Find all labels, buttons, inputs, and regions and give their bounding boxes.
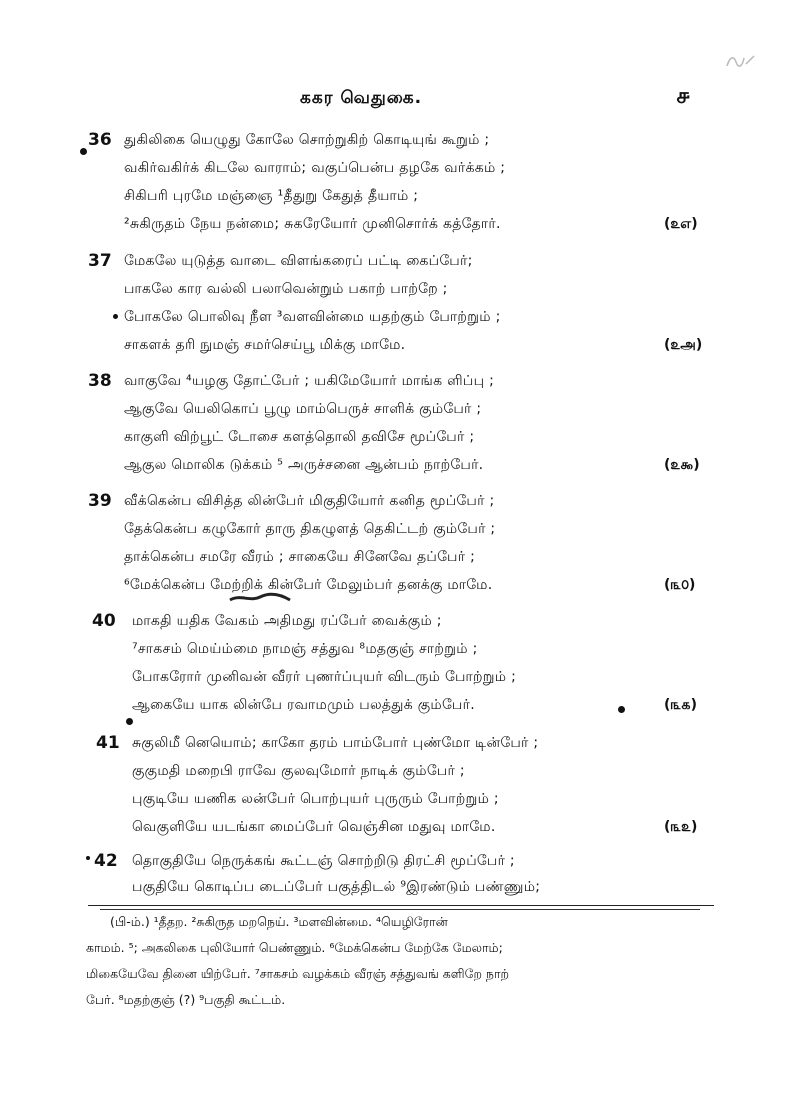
stanza-number: 39 [88,491,112,511]
verse-line: குகுமதி மறைபி ராவே குலவுமோர் நாடிக் கும்பேர் ; [132,763,465,779]
verse-line: சுகுலிமீ னெயொம்; காகோ தரம் பாம்போர் புண்மோ டின்பேர் ; [132,735,539,751]
verse-line: காகுளி விற்பூட் டோசை களத்தொலி தவிசே மூப்பேர் ; [124,429,475,445]
verse-count: (௨எ) [664,216,698,232]
verse-line: தேக்கென்ப கழுகோர் தாரு திகழுளத் தெகிட்டற் கும்பேர் ; [124,521,496,537]
footnote-line: (பி-ம்.) ¹தீதற. ²சுகிருத மறநெய். ³மளவின்மை. ⁴யெழிரோன் [110,914,448,929]
verse-line: ஆகுவே யெலிகொப் பூழு மாம்பெருச் சாளிக் கும்பேர் ; [124,401,482,417]
verse-count: (௩௦) [664,577,696,593]
footnote-line: காமம். ⁵; அகலிகை புலியோர் பெண்ணும். ⁶மேக்கென்ப மேற்கே மேலாம்; [86,940,503,955]
footnote-line: பேர். ⁸மதற்குஞ் (?) ⁹பகுதி கூட்டம். [86,992,286,1007]
verse-line: போகரோர் முனிவன் வீரர் புணர்ப்புயர் விடரும் போற்றும் ; [132,669,517,685]
stanza-number: 37 [88,251,112,271]
verse-line: ²சுகிருதம் நேய நன்மை; சுகரேயோர் முனிசொர்க் கத்தோர். [124,216,501,232]
verse-count: (௨அ) [664,337,703,353]
verse-line: தாக்கென்ப சமரே வீரம் ; சாகையே சினேவே தப்பேர் ; [124,549,476,565]
verse-line: போகலே பொலிவு நீள ³வளவின்மை யதற்கும் போற்றும் ; [124,309,501,325]
verse-line: ⁶மேக்கென்ப மேற்றிக் கின்பேர் மேலும்பர் தனக்கு மாமே. [124,577,493,593]
ink-dot [618,706,625,713]
verse-line: தொகுதியே நெருக்கங் கூட்டஞ் சொற்றிடு திரட்சி மூப்பேர் ; [132,853,515,869]
verse-line: மேகலே யுடுத்த வாடை விளங்கரைப் பட்டி கைப்பேர்; [124,253,473,269]
ink-dot [113,314,118,319]
verse-line: சிகிபரி புரமே மஞ்ஞை ¹தீதுறு கேதுத் தீயாம் ; [124,188,419,204]
page-number: ௪ [676,84,691,109]
ink-dot [86,856,90,860]
verse-line: வெகுளியே யடங்கா மைப்பேர் வெஞ்சின மதுவு மாமே. [132,819,496,835]
verse-line: மாகதி யதிக வேகம் அதிமது ரப்பேர் வைக்கும் ; [132,613,442,629]
ink-smudge [228,592,292,604]
verse-line: ஆகையே யாக லின்பே ரவாமமும் பலத்துக் கும்பேர். [132,697,475,713]
verse-line: புகுடியே யணிக லன்பேர் பொற்புயர் புருரும் போற்றும் ; [132,791,499,807]
verse-line: பாகலே கார வல்லி பலாவென்றும் பகாற் பாற்றே ; [124,281,448,297]
stanza-number: 40 [92,611,116,631]
verse-line: துகிலிகை யெழுது கோலே சொற்றுகிற் கொடியுங் கூறும் ; [124,132,490,148]
verse-line: வகிர்வகிர்க் கிடலே வாராம்; வகுப்பென்ப தழகே வர்க்கம் ; [124,160,506,176]
footnote-rule [88,905,714,906]
verse-count: (௩௨) [664,819,698,835]
verse-count: (௩௧) [664,697,698,713]
footnote-rule-secondary [100,909,700,910]
pencil-mark-scribble [724,52,758,70]
verse-line: ⁷சாகசம் மெய்ம்மை நாமஞ் சத்துவ ⁸மதகுஞ் சாற்றும் ; [132,641,478,657]
verse-count: (௨௯) [664,457,700,473]
stanza-number: 36 [88,130,112,150]
verse-line: சாகளக் தரி நுமஞ் சமர்செய்பூ மிக்கு மாமே. [124,337,406,353]
stanza-number: 38 [88,371,112,391]
footnote-line: மிகையேவே தினை யிற்பேர். ⁷சாகசம் வழக்கம் வீரஞ் சத்துவங் களிறே நாற் [86,966,509,981]
verse-line: பகுதியே கொடிப்ப டைப்பேர் பகுத்திடல் ⁹இரண்டும் பண்ணும்; [132,879,541,895]
verse-line: ஆகுல மொலிக டுக்கம் ⁵ அருச்சனை ஆன்பம் நாற்பேர். [124,457,484,473]
verse-line: வீக்கென்ப விசித்த லின்பேர் மிகுதியோர் கனித மூப்பேர் ; [124,493,495,509]
ink-dot [126,718,133,725]
page-header [0,84,800,118]
running-title: ககர வெதுகை. [300,88,423,108]
stanza-number: 42 [94,851,118,871]
ink-dot [80,148,87,155]
stanza-number: 41 [96,733,120,753]
verse-line: வாகுவே ⁴யழகு தோட்பேர் ; யகிமேயோர் மாங்க ளிப்பு ; [124,373,495,389]
